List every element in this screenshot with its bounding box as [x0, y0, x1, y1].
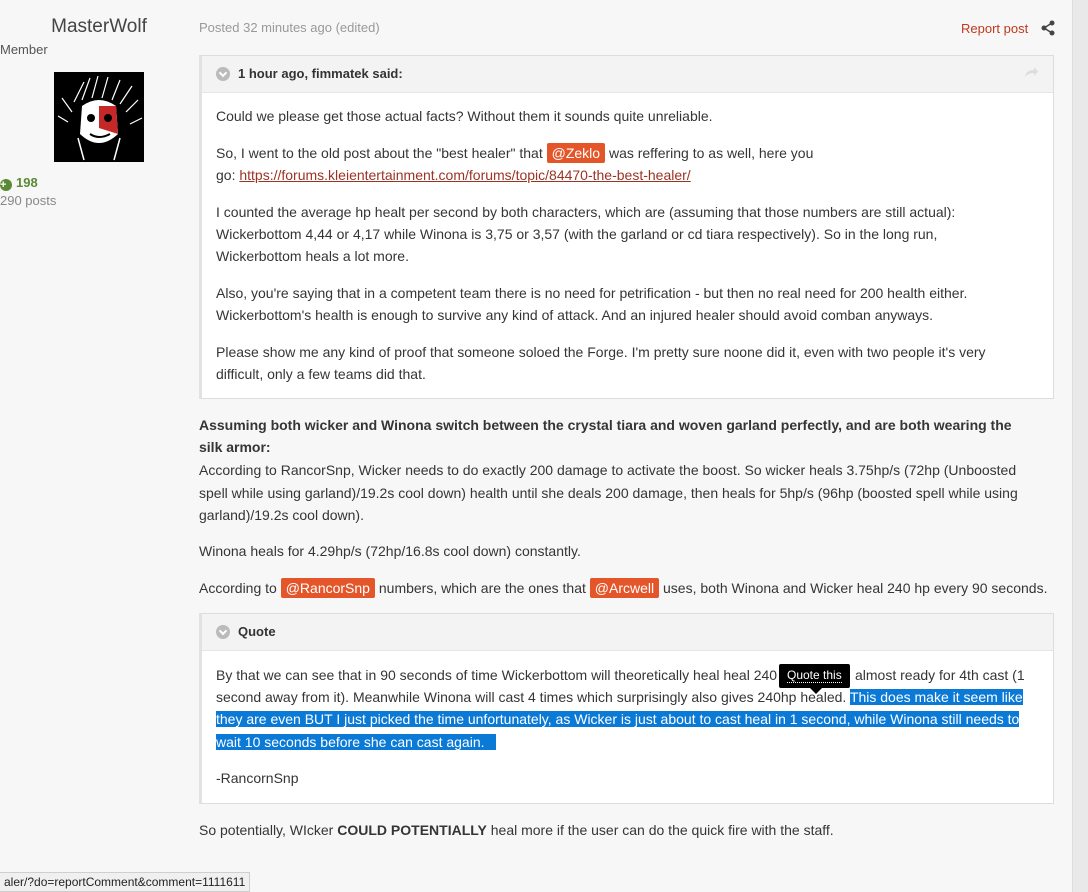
quote1-line: Please show me any kind of proof that someone soloed the Forge. I'm pretty sure noone did it, even with two people it's very [216, 344, 986, 360]
body-line: spell while using garland)/19.2s cool down) health until she deals 200 damage, then heals for 5hp/s (96hp (boosted spell while using [199, 485, 1018, 501]
quote-signature: -RancornSnp [216, 770, 299, 786]
go-to-quoted-post-icon[interactable] [1023, 65, 1039, 79]
selected-text[interactable]: wait 10 seconds before she can cast again. [216, 734, 497, 750]
text: So, I went to the old post about the "best healer" that [216, 145, 547, 161]
text: heal more if the user can do the quick fire with the staff. [486, 822, 834, 838]
quote1-line: I counted the average hp healt per second by both characters, which are (assuming that those numbers are still actual): [216, 204, 956, 220]
quote1-paragraph: Could we please get those actual facts? Without them it sounds quite unreliable. [216, 108, 713, 124]
quote1-line: Wickerbottom heals a lot more. [216, 248, 409, 264]
share-icon[interactable] [1041, 20, 1055, 36]
quote-citation: Quote [238, 624, 276, 639]
post-meta: Posted 32 minutes ago (edited) [199, 20, 380, 35]
quote2-line [216, 686, 1036, 708]
author-rank: Member [0, 42, 48, 57]
text: uses, both Winona and Wicker heal 240 hp every 90 seconds. [659, 580, 1048, 596]
quote-header [202, 56, 1053, 93]
body-line: According to RancorSnp, Wicker needs to do exactly 200 damage to activate the boost. So wicker heals 3.75hp/s (72hp (Unboosted [199, 462, 1017, 478]
text: So potentially, WIcker [199, 822, 338, 838]
quote1-line: Wickerbottom's health is enough to survive any kind of attack. And an injured healer should avoid comban anyways. [216, 307, 934, 323]
post-count: 290 posts [0, 193, 57, 208]
plus-icon: + [0, 179, 12, 191]
avatar[interactable] [54, 72, 144, 162]
text: According to [199, 580, 281, 596]
tooltip-label: Quote this [787, 668, 842, 682]
bold-text: COULD POTENTIALLY [337, 822, 487, 838]
body-bold-line: silk armor: [199, 439, 271, 455]
quote2-line [216, 731, 1036, 753]
scrollbar[interactable] [1072, 0, 1088, 892]
quote2-line-tail: almost ready for 4th cast (1 [855, 667, 1025, 683]
tooltip-caret [810, 688, 822, 694]
topic-link[interactable]: https://forums.kleientertainment.com/forums/topic/84470-the-best-healer/ [239, 167, 691, 183]
report-post-link[interactable]: Report post [961, 21, 1029, 36]
text: numbers, which are the ones that [374, 580, 590, 596]
body-line [199, 577, 1059, 599]
quote1-line: difficult, only a few teams did that. [216, 366, 426, 382]
quote2-line [216, 708, 1036, 730]
body-line: Winona heals for 4.29hp/s (72hp/16.8s cool down) constantly. [199, 543, 581, 559]
quote1-line: Also, you're saying that in a competent team there is no need for petrification - but then no real need for 200 health either. [216, 285, 968, 301]
quote1-paragraph [216, 164, 1036, 186]
quote-this-tooltip[interactable] [779, 664, 850, 688]
browser-status-url: aler/?do=reportComment&comment=1111611 [0, 872, 250, 892]
body-bold-line: Assuming both wicker and Winona switch between the crystal tiara and woven garland perfectly, and are both wearing the [199, 417, 1012, 433]
selected-text[interactable]: This does make it seem like [849, 689, 1023, 705]
quote-citation[interactable]: 1 hour ago, fimmatek said: [238, 66, 403, 81]
selected-text[interactable]: they are even BUT I just picked the time unfortunately, as Wicker is just about to cast heal in 1 second, while Winona still needs to [216, 711, 1020, 727]
reputation-badge[interactable] [0, 175, 198, 191]
author-name[interactable]: MasterWolf [51, 16, 147, 37]
mention-rancorsnp[interactable]: @RancorSnp [281, 578, 375, 598]
text: was reffering to as well, here you [605, 145, 814, 161]
body-line: garland)/19.2s cool down). [199, 507, 364, 523]
collapse-toggle-icon[interactable] [216, 625, 230, 639]
text: By that we can see that in 90 seconds of time Wickerbottom will theoretically heal heal 240 [216, 667, 778, 683]
quote-header [202, 614, 1053, 651]
text: second away from it). Meanwhile Winona will cast 4 times which surprisingly also gives 240hp healed. [216, 689, 850, 705]
collapse-toggle-icon[interactable] [216, 67, 230, 81]
quote1-paragraph [216, 142, 1036, 164]
quote1-line: Wickerbottom 4,44 or 4,17 while Winona is 3,75 or 3,57 (with the garland or cd tiara respectively). So in the long run, [216, 226, 938, 242]
mention-arcwell[interactable]: @Arcwell [590, 578, 659, 598]
body-line [199, 819, 1059, 841]
text: go: [216, 167, 240, 183]
reputation-count: 198 [16, 175, 38, 190]
mention-zeklo[interactable]: @Zeklo [547, 143, 605, 163]
